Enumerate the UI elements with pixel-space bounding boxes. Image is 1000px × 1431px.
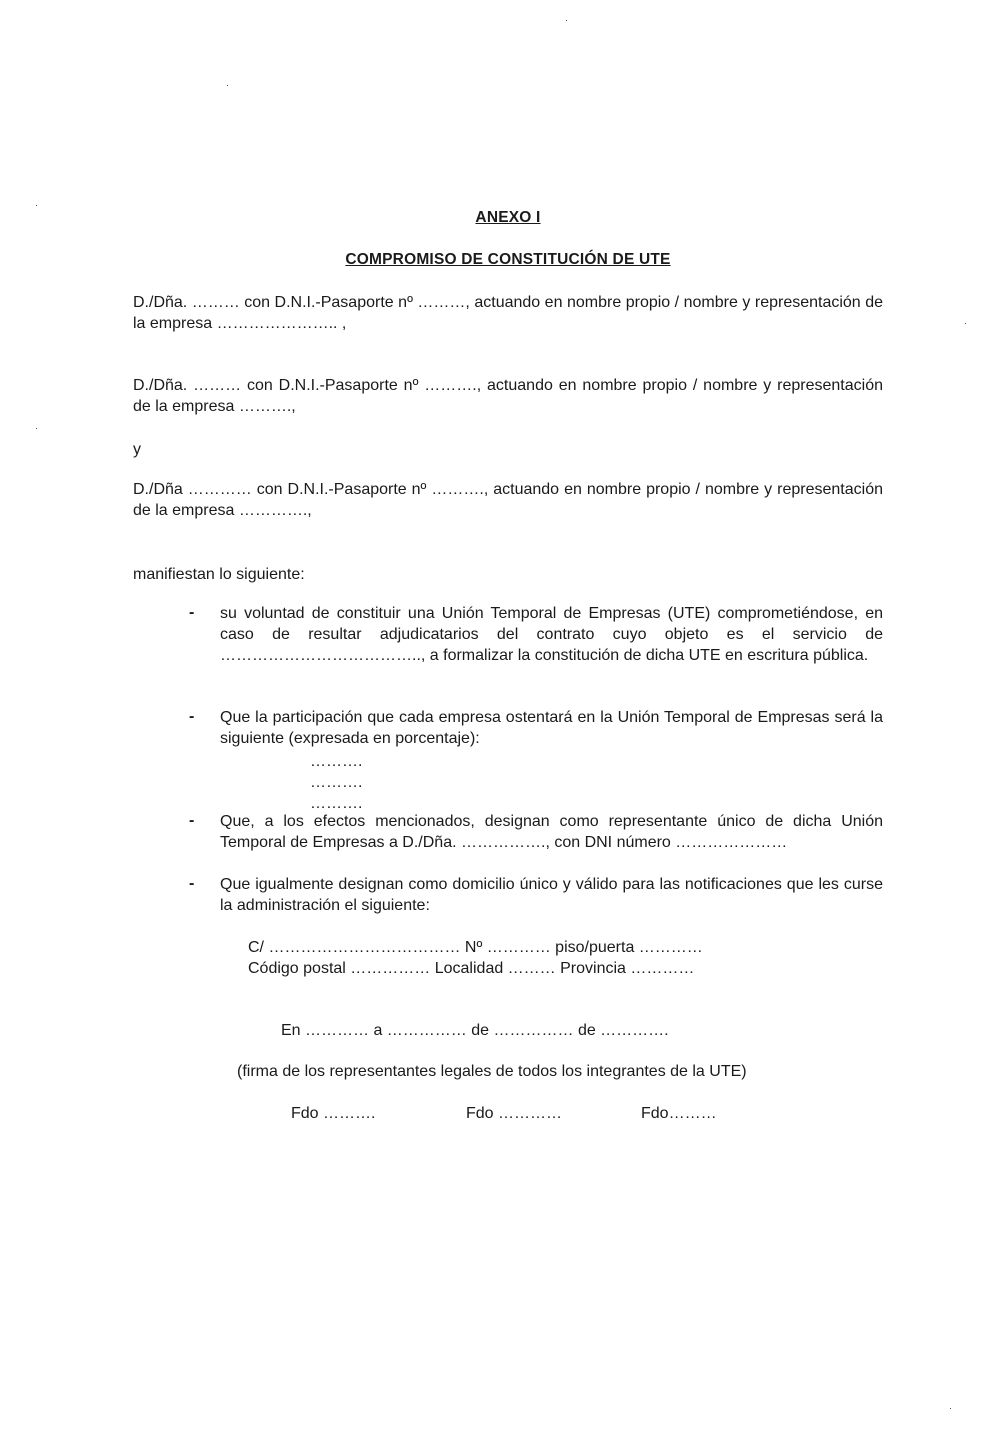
address-line-1: C/ ……………………………… Nº ………… piso/puerta ………… [248,939,703,956]
bullet-2-text: Que la participación que cada empresa ostentará en la Unión Temporal de Empresas será la siguiente (expresada en porcentaje): [220,709,883,747]
bullet-dash: - [189,875,195,892]
signature-note: (firma de los representantes legales de todos los integrantes de la UTE) [237,1063,747,1080]
participation-line: ………. [310,753,363,770]
party-2-paragraph: D./Dña. ……… con D.N.I.-Pasaporte nº ………., actuando en nombre propio / nombre y representación de la empresa ………., [133,377,883,415]
signature-field-3: Fdo……… [641,1105,717,1122]
bullet-dash: - [189,812,195,829]
annex-title: ANEXO I [475,209,541,226]
scan-speck [36,428,37,429]
scan-speck [965,323,966,324]
party-3-paragraph: D./Dña ………… con D.N.I.-Pasaporte nº ………., actuando en nombre propio / nombre y representación de la empresa …………., [133,481,883,519]
bullet-1-text: su voluntad de constituir una Unión Temporal de Empresas (UTE) comprometiéndose, en caso de resultar adjudicatarios del contrato cuyo objeto es el servicio de ……………………………….., a formalizar la constitución de dicha UTE en escritura pública. [220,605,883,664]
manifest-text: manifiestan lo siguiente: [133,566,305,583]
scan-speck [227,85,228,86]
date-line: En ………… a …………… de …………… de …………. [281,1022,669,1039]
bullet-3-text: Que, a los efectos mencionados, designan como representante único de dicha Unión Temporal de Empresas a D./Dña. ……………., con DNI número ………………… [220,813,883,851]
main-title: COMPROMISO DE CONSTITUCIÓN DE UTE [345,251,671,268]
address-line-2: Código postal …………… Localidad ……… Provincia ………… [248,960,695,977]
bullet-dash: - [189,708,195,725]
signature-field-2: Fdo ………… [466,1105,563,1122]
party-1-paragraph: D./Dña. ……… con D.N.I.-Pasaporte nº ………, actuando en nombre propio / nombre y representación de la empresa ………………….. , [133,294,883,332]
participation-line: ………. [310,774,363,791]
bullet-dash: - [189,604,195,621]
scan-speck [950,1408,951,1409]
signature-field-1: Fdo ………. [291,1105,376,1122]
scan-speck [36,205,37,206]
participation-line: ………. [310,795,363,812]
conjunction-text: y [133,441,141,458]
scan-speck [566,20,567,21]
bullet-4-text: Que igualmente designan como domicilio único y válido para las notificaciones que les curse la administración el siguiente: [220,876,883,914]
